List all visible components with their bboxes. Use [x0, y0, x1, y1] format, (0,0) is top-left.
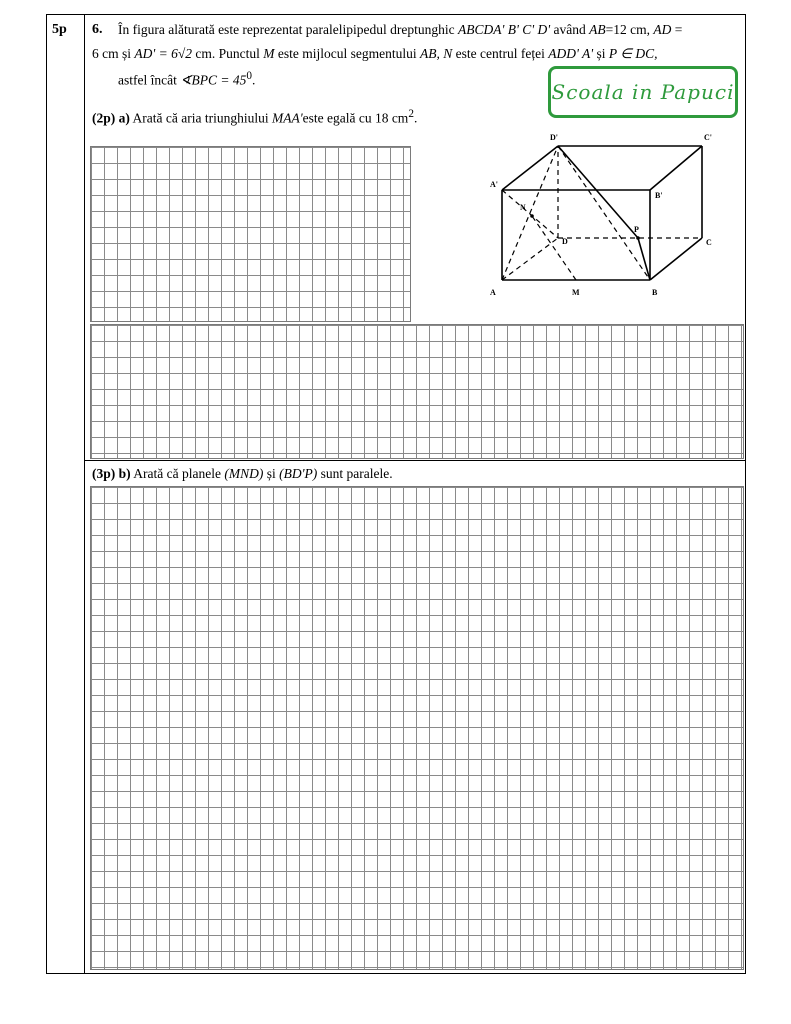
points-column-divider: [84, 14, 85, 974]
watermark-logo: [548, 66, 738, 118]
exercise-points: 5p: [52, 22, 67, 37]
answer-grid-b[interactable]: [90, 486, 744, 970]
logo-text: Scoala in Papuci: [551, 80, 735, 104]
answer-grid-a-bottom[interactable]: [90, 324, 744, 459]
label-M: M: [572, 288, 580, 297]
point-P: [636, 236, 640, 240]
edge-B1C1: [650, 146, 702, 190]
part-separator: [85, 460, 745, 461]
part-a-statement: (2p) a) Arată că aria triunghiului MAA'este egală cu 18 $cm^2$.: [92, 108, 418, 126]
question-number: 6.: [92, 22, 103, 37]
prism-name: ABCDA' B' C' D': [457, 22, 551, 37]
statement-line-1: În figura alăturată este reprezentat paralelipipedul dreptunghic ABCDA' B' C' D' având AB=12 cm, AD =: [118, 22, 683, 37]
part-b-statement: (3p) b) Arată că planele (MND) și (BD'P) sunt paralele.: [92, 466, 393, 481]
statement-line-3: astfel încât ∢BPC = $45^0$.: [118, 70, 256, 88]
label-C1: C': [704, 133, 712, 142]
segment-D1P: [558, 146, 638, 238]
point-N: [530, 214, 534, 218]
diagonal-D1B-hidden: [558, 146, 650, 280]
label-D1: D': [550, 133, 558, 142]
diagonal-AD1-hidden: [502, 146, 558, 280]
edge-BC: [650, 238, 702, 280]
diagonal-A1D-hidden: [502, 190, 558, 238]
parallelepiped-figure: [480, 130, 730, 305]
label-B1: B': [655, 191, 663, 200]
segment-PB: [638, 238, 650, 280]
label-A: A: [490, 288, 496, 297]
label-C: C: [706, 238, 712, 247]
edge-A1D1: [502, 146, 558, 190]
label-N: N: [520, 203, 526, 212]
answer-grid-a-top[interactable]: [90, 146, 411, 322]
label-B: B: [652, 288, 658, 297]
label-D: D: [562, 237, 568, 246]
segment-MN-hidden: [532, 216, 576, 280]
statement-line-2: 6 cm și AD' = 6√2 cm. Punctul M este mijlocul segmentului AB, N este centrul feței ADD' A' și P ∈ DC,: [92, 46, 658, 61]
label-A1: A': [490, 180, 498, 189]
label-P: P: [634, 225, 639, 234]
